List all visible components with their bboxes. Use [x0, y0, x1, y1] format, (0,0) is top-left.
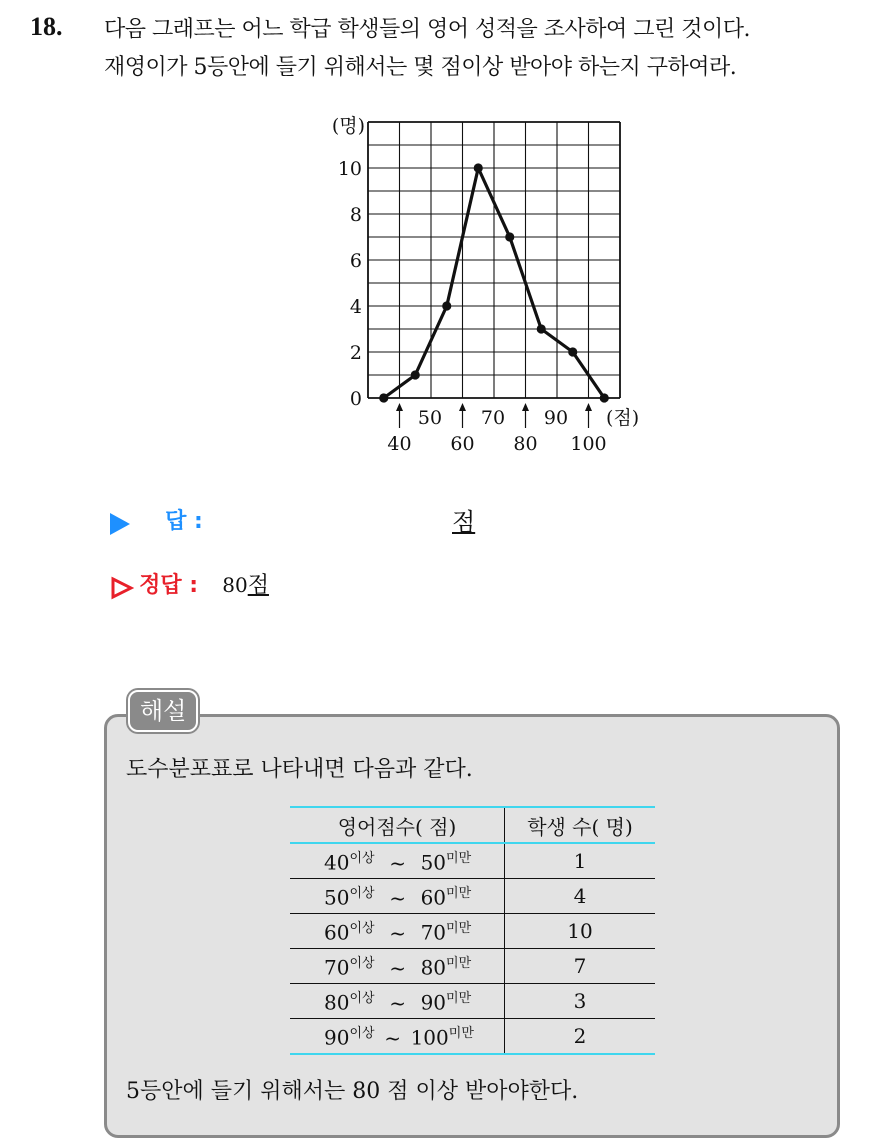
- range-high-sup: 미만: [446, 956, 472, 972]
- range-low-sup: 이상: [349, 886, 375, 902]
- answer-label: 답 :: [165, 509, 203, 534]
- data-point: [379, 393, 388, 402]
- x-tick-arrowhead: [585, 403, 592, 411]
- table-row: [290, 984, 655, 1019]
- range-low-sup: 이상: [349, 1026, 375, 1042]
- x-tick-label: 100: [570, 433, 607, 455]
- x-tick-arrowhead: [522, 403, 529, 411]
- data-point: [600, 393, 609, 402]
- range-low-sup: 이상: [349, 921, 375, 937]
- table-header-count: 학생 수( 명): [505, 807, 656, 843]
- range-high-sup: 미만: [446, 851, 472, 867]
- x-tick-label: 40: [387, 433, 412, 455]
- table-cell-count: 4: [505, 879, 656, 914]
- table-row: [290, 879, 655, 914]
- chart-labels: [332, 115, 639, 455]
- explanation-tag: 해설: [128, 690, 198, 732]
- y-tick-label: 2: [349, 342, 362, 364]
- table-cell-range: [290, 843, 505, 879]
- table-row: [290, 843, 655, 879]
- range-tilde: ~: [384, 1025, 401, 1050]
- range-high: 90: [420, 990, 447, 1015]
- y-tick-label: 0: [349, 388, 362, 410]
- table-cell-count: 7: [505, 949, 656, 984]
- y-tick-label: 4: [349, 296, 362, 318]
- data-point: [474, 163, 483, 172]
- range-low-sup: 이상: [349, 956, 375, 972]
- solution-label: 정답 :: [139, 573, 199, 598]
- range-high: 80: [420, 955, 447, 980]
- y-tick-label: 8: [349, 204, 362, 226]
- table-header-score: 영어점수( 점): [290, 807, 505, 843]
- range-high-sup: 미만: [446, 886, 472, 902]
- range-low: 50: [324, 885, 350, 910]
- table-cell-range: [290, 879, 505, 914]
- data-point: [442, 301, 451, 310]
- table-cell-range: [290, 949, 505, 984]
- answer-blank-unit: 점: [452, 508, 476, 536]
- range-high-sup: 미만: [448, 1026, 474, 1042]
- range-low-sup: 이상: [349, 851, 375, 867]
- range-tilde: ~: [389, 920, 406, 945]
- range-low: 80: [324, 990, 350, 1015]
- data-point: [568, 347, 577, 356]
- x-tick-label: 90: [543, 407, 569, 429]
- table-cell-range: [290, 984, 505, 1019]
- range-tilde: ~: [389, 955, 406, 980]
- y-tick-label: 6: [349, 250, 362, 272]
- table-row: [290, 1019, 655, 1055]
- range-low: 40: [324, 850, 350, 875]
- range-high-sup: 미만: [446, 921, 472, 937]
- range-high-sup: 미만: [446, 991, 472, 1007]
- y-tick-label: 10: [337, 158, 362, 180]
- data-point: [537, 324, 546, 333]
- data-point: [505, 232, 514, 241]
- table-cell-range: [290, 914, 505, 949]
- table-row: [290, 914, 655, 949]
- range-high: 60: [420, 885, 447, 910]
- range-tilde: ~: [389, 885, 406, 910]
- outline-triangle-icon: [110, 576, 134, 600]
- solution-row: [110, 568, 269, 600]
- range-low: 60: [324, 920, 350, 945]
- explanation-conclusion: 5등안에 들기 위해서는 80 점 이상 받아야한다.: [126, 1079, 579, 1104]
- table-cell-range: [290, 1019, 505, 1055]
- x-tick-label: 50: [417, 407, 443, 429]
- frequency-polygon-chart: [310, 110, 650, 460]
- range-low-sup: 이상: [349, 991, 375, 1007]
- play-triangle-icon: [110, 513, 130, 535]
- solution-value: 80: [222, 573, 248, 597]
- range-tilde: ~: [389, 990, 406, 1015]
- explanation-intro: 도수분포표로 나타내면 다음과 같다.: [126, 757, 473, 782]
- table-row: [290, 949, 655, 984]
- y-axis-unit: (명): [331, 115, 365, 137]
- range-high: 50: [420, 850, 447, 875]
- question-text-line-1: 다음 그래프는 어느 학급 학생들의 영어 성적을 조사하여 그린 것이다.: [104, 17, 750, 42]
- x-tick-label: 70: [480, 407, 506, 429]
- range-low: 70: [324, 955, 350, 980]
- question-text-line-2: 재영이가 5등안에 들기 위해서는 몇 점이상 받아야 하는지 구하여라.: [104, 55, 737, 80]
- data-point: [411, 370, 420, 379]
- table-cell-count: 3: [505, 984, 656, 1019]
- frequency-table: [290, 806, 655, 1055]
- range-low: 90: [324, 1025, 350, 1050]
- question-number: 18.: [30, 12, 63, 41]
- table-cell-count: 1: [505, 843, 656, 879]
- range-tilde: ~: [389, 850, 406, 875]
- range-high: 100: [410, 1025, 449, 1050]
- range-high: 70: [420, 920, 447, 945]
- x-tick-label: 80: [513, 433, 538, 455]
- table-cell-count: 2: [505, 1019, 656, 1055]
- chart-grid: [368, 122, 620, 398]
- answer-row: [110, 504, 203, 535]
- x-tick-arrowhead: [396, 403, 403, 411]
- x-tick-arrowhead: [459, 403, 466, 411]
- table-cell-count: 10: [505, 914, 656, 949]
- solution-unit: 점: [247, 573, 269, 598]
- x-tick-label: 60: [450, 433, 475, 455]
- x-axis-unit: (점): [606, 407, 640, 429]
